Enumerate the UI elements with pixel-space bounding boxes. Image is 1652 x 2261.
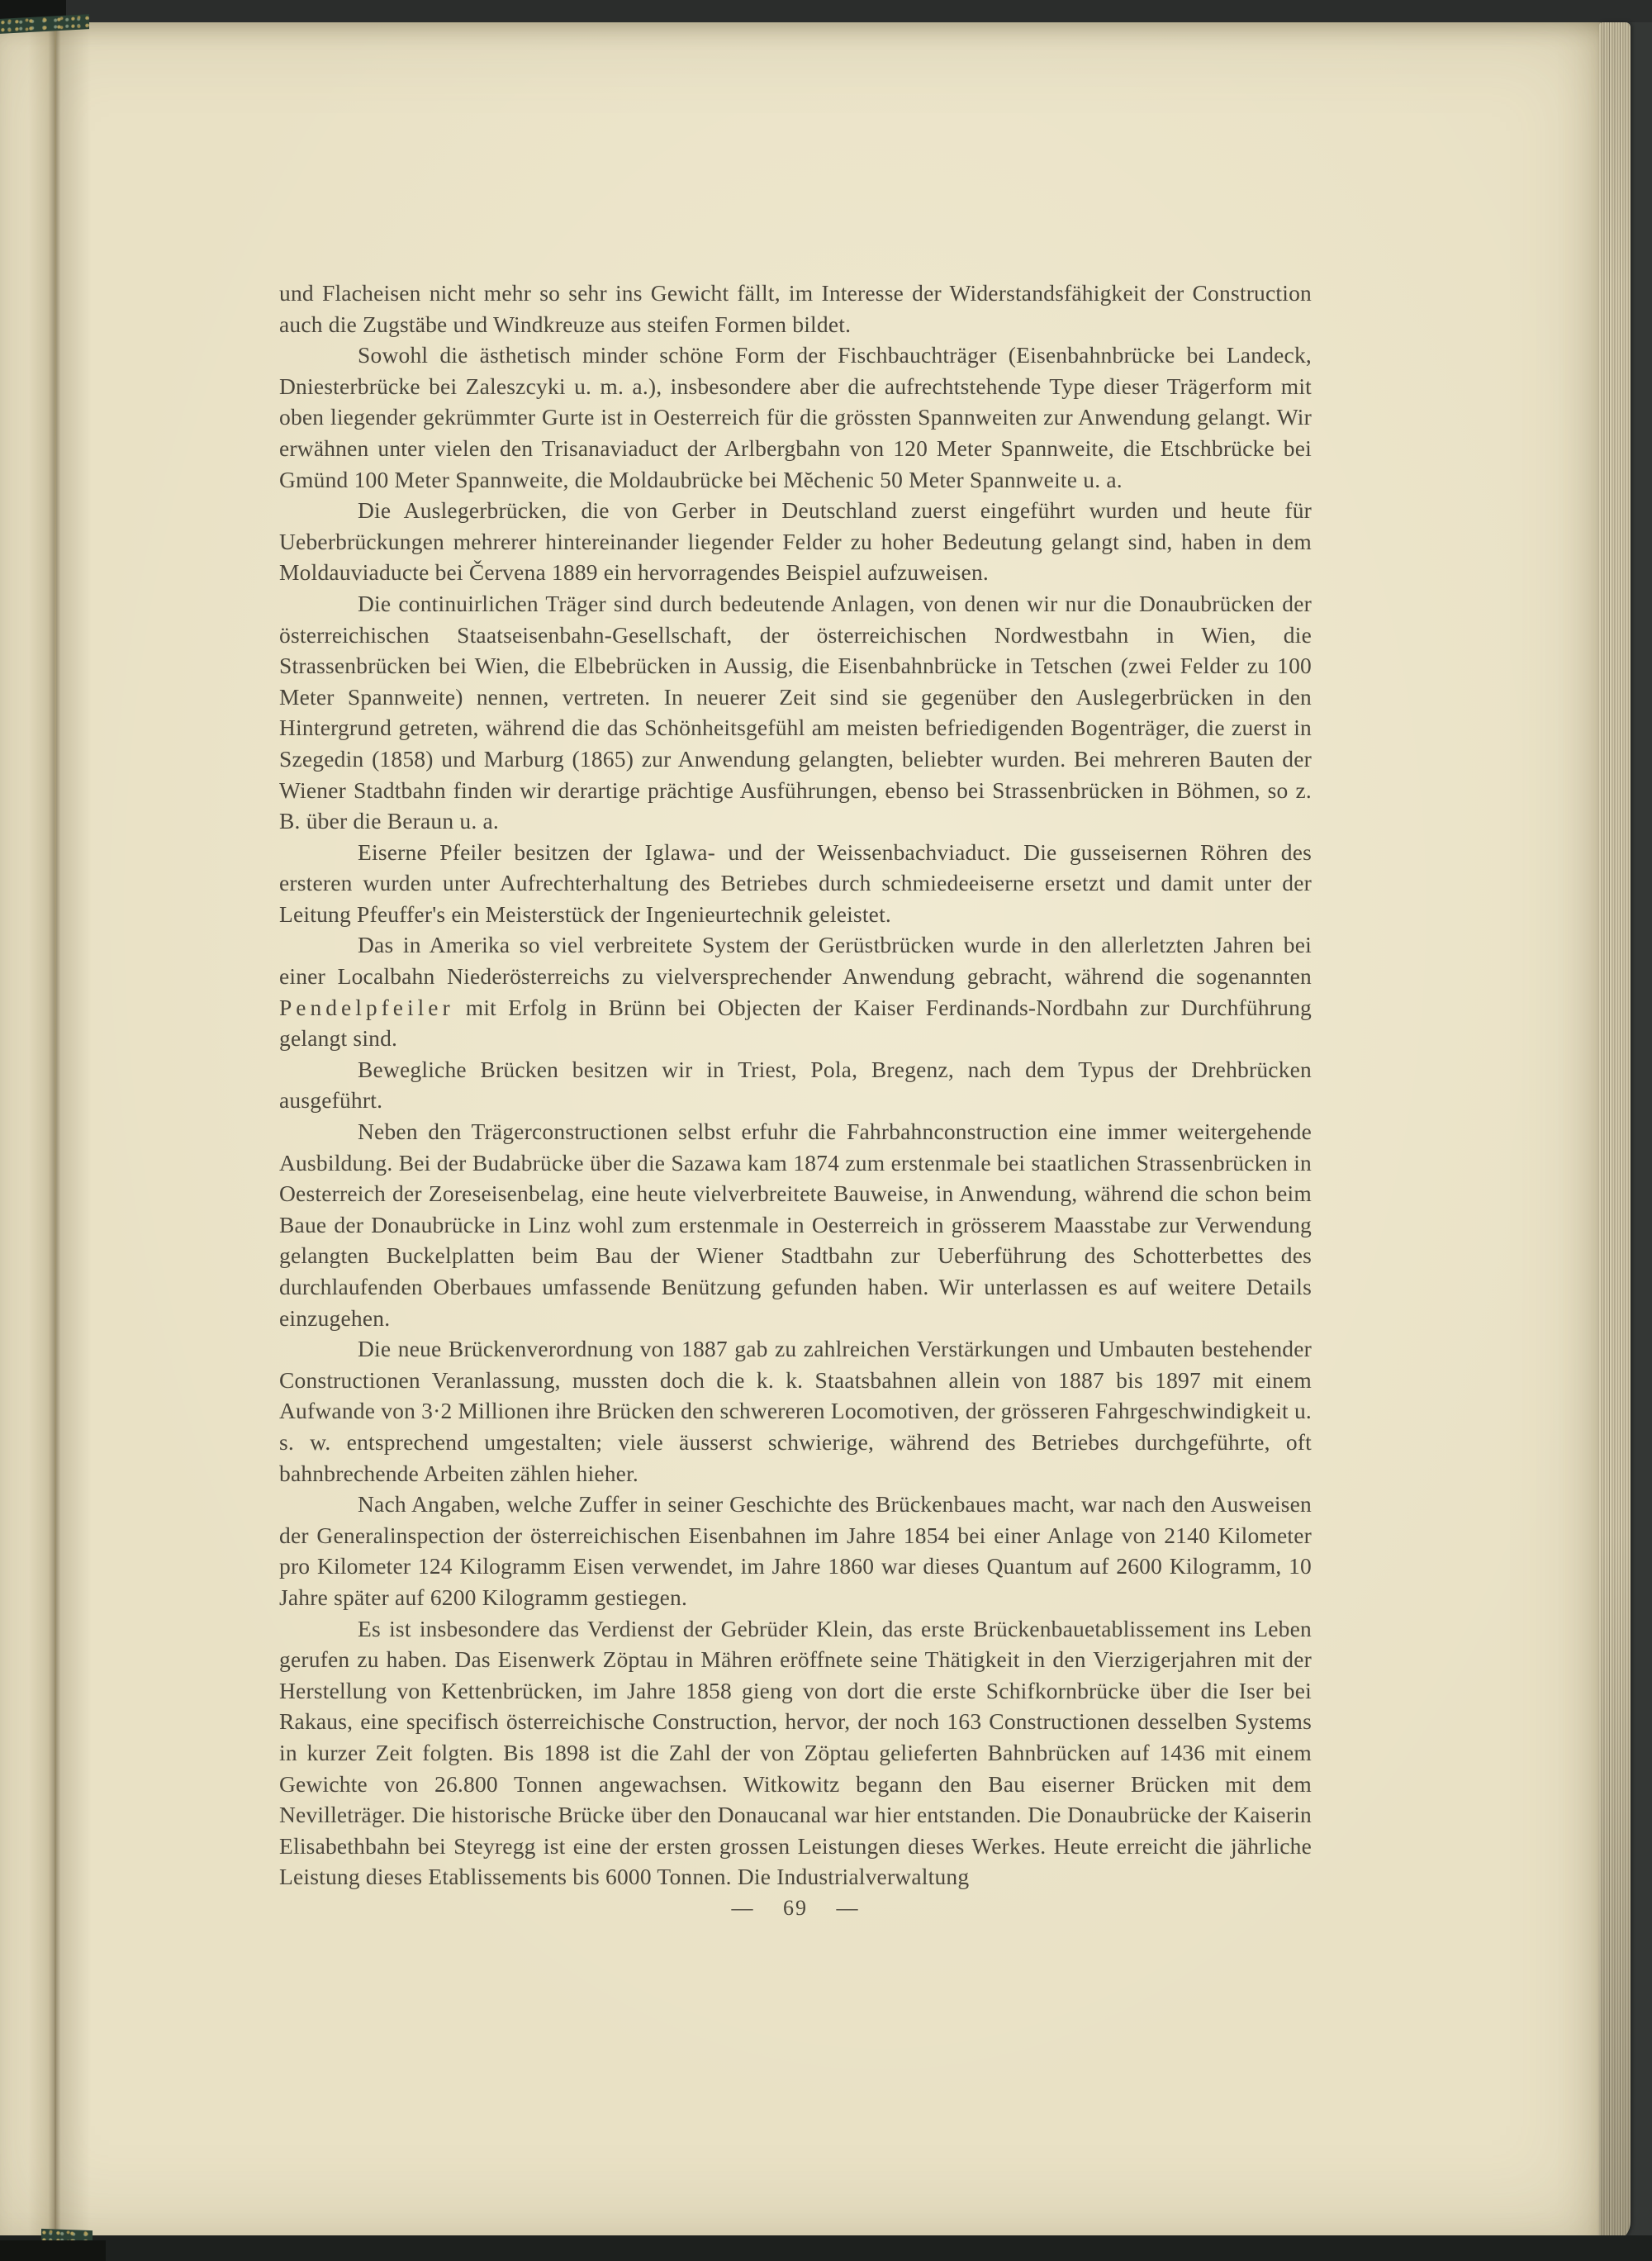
page-gutter-fold: [55, 22, 56, 2235]
paragraph-text: mit Erfolg in Brünn bei Objecten der Kaiser Ferdinands-Nordbahn zur Durchführung gelangt sind.: [279, 994, 1312, 1052]
paragraph-text: Neben den Trägerconstructionen selbst erfuhr die Fahrbahnconstruction eine immer weitergehende Ausbildung. Bei der Budabrücke über die Sazawa kam 1874 zum erstenmale bei staatlichen Strassenbrücken in Oesterreich der Zoreseisenbelag, eine heute vielverbreitete Bauweise, in Anwendung, während die schon beim Baue der Donaubrücke in Linz wohl zum erstenmale in Oesterreich in grösserem Maasstabe zur Verwendung gelangten Buckelplatten beim Bau der Wiener Stadtbahn zur Ueberführung des Schotterbettes des durchlaufenden Oberbaues umfassende Benützung gefunden haben. Wir unterlassen es auf weitere Details einzugehen.: [279, 1119, 1312, 1331]
book-cover-corner-bottom: [0, 2240, 106, 2261]
page-gutter-shadow: [28, 22, 91, 2235]
desk-background-top: [0, 0, 1652, 22]
paragraph-text: und Flacheisen nicht mehr so sehr ins Gewicht fällt, im Interesse der Widerstandsfähigkeit der Construction auch die Zugstäbe und Windkreuze aus steifen Formen bildet.: [279, 280, 1312, 337]
paragraph-text: Das in Amerika so viel verbreitete System der Gerüstbrücken wurde in den allerletzten Jahren bei einer Localbahn Niederösterreichs zu vielversprechender Anwendung gebracht, während die sogenannten: [279, 932, 1312, 990]
page-number: — 69 —: [731, 1895, 860, 1920]
letterspaced-term: Pendelpfeiler: [279, 994, 454, 1020]
paragraph: [279, 340, 1312, 495]
paragraph: [279, 1613, 1312, 1893]
paragraph: [279, 588, 1312, 837]
paragraph-text: Bewegliche Brücken besitzen wir in Triest, Pola, Bregenz, nach dem Typus der Drehbrücken ausgeführt.: [279, 1056, 1312, 1114]
desk-background-bottom: [0, 2235, 1652, 2261]
paragraph-text: Eiserne Pfeiler besitzen der Iglawa- und der Weissenbachviaduct. Die gusseisernen Röhren des ersteren wurden unter Aufrechterhaltung des Betriebes durch schmiedeeiserne ersetzt und damit unter der Leitung Pfeuffer's ein Meisterstück der Ingenieurtechnik geleistet.: [279, 838, 1312, 927]
paragraph-text: Die continuirlichen Träger sind durch bedeutende Anlagen, von denen wir nur die Donaubrücken der österreichischen Staatseisenbahn-Gesellschaft, der österreichischen Nordwestbahn in Wien, die Strassenbrücken bei Wien, die Elbebrücken in Aussig, die Eisenbahnbrücke in Tetschen (zwei Felder zu 100 Meter Spannweite) nennen, vertreten. In neuerer Zeit sind sie gegenüber den Auslegerbrücken in den Hintergrund getreten, während die das Schönheitsgefühl am meisten befriedigenden Bogenträger, die zuerst in Szegedin (1858) und Marburg (1865) zur Anwendung gelangten, beliebter wurden. Bei mehreren Bauten der Wiener Stadtbahn finden wir derartige prächtige Ausführungen, ebenso bei Strassenbrücken in Böhmen, so z. B. über die Beraun u. a.: [279, 590, 1312, 834]
paragraph-text: Sowohl die ästhetisch minder schöne Form der Fischbauchträger (Eisenbahnbrücke bei Landeck, Dniesterbrücke bei Zaleszcyki u. m. a.), insbesondere aber die aufrechtstehende Type dieser Trägerform mit oben liegender gekrümmter Gurte ist in Oesterreich für die grössten Spannweiten zur Anwendung gelangt. Wir erwähnen unter vielen den Trisanaviaduct der Arlbergbahn von 120 Meter Spannweite, die Etschbrücke bei Gmünd 100 Meter Spannweite, die Moldaubrücke bei Mĕchenic 50 Meter Spannweite u. a.: [279, 342, 1312, 492]
paragraph: [279, 1116, 1312, 1333]
paragraph: [279, 1333, 1312, 1489]
paragraph: [279, 495, 1312, 588]
paragraph: [279, 1054, 1312, 1116]
paragraph: [279, 929, 1312, 1053]
fore-edge-page-stack: [1599, 22, 1631, 2240]
paragraph-text: Die Auslegerbrücken, die von Gerber in Deutschland zuerst eingeführt wurden und heute für Ueberbrückungen mehrerer hintereinander liegender Felder zu hoher Bedeutung gelangt sind, haben in dem Moldauviaducte bei Červena 1889 ein hervorragendes Beispiel aufzuweisen.: [279, 497, 1312, 586]
paragraph-text: Die neue Brückenverordnung von 1887 gab zu zahlreichen Verstärkungen und Umbauten bestehender Constructionen Veranlassung, mussten doch die k. k. Staatsbahnen allein von 1887 bis 1897 mit einem Aufwande von 3·2 Millionen ihre Brücken den schwereren Locomotiven, der grösseren Fahrgeschwindigkeit u. s. w. entsprechend umgestalten; viele äusserst schwierige, während des Betriebes durchgeführte, oft bahnbrechende Arbeiten zählen hieher.: [279, 1336, 1312, 1486]
paragraph: [279, 1489, 1312, 1613]
paragraph: [279, 278, 1312, 340]
text-block: [279, 278, 1312, 1923]
paragraph-text: Nach Angaben, welche Zuffer in seiner Geschichte des Brückenbaues macht, war nach den Ausweisen der Generalinspection der österreichischen Eisenbahnen im Jahre 1854 bei einer Anlage von 2140 Kilometer pro Kilometer 124 Kilogramm Eisen verwendet, im Jahre 1860 war dieses Quantum auf 2600 Kilogramm, 10 Jahre später auf 6200 Kilogramm gestiegen.: [279, 1491, 1312, 1610]
paragraph-text: Es ist insbesondere das Verdienst der Gebrüder Klein, das erste Brückenbauetablissement ins Leben gerufen zu haben. Das Eisenwerk Zöptau in Mähren eröffnete seine Thätigkeit in den Vierzigerjahren mit der Herstellung von Kettenbrücken, im Jahre 1858 gieng von dort die erste Schifkornbrücke über die Iser bei Rakaus, eine specifisch österreichische Construction, hervor, der noch 163 Constructionen desselben Systems in kurzer Zeit folgten. Bis 1898 ist die Zahl der von Zöptau gelieferten Bahnbrücken auf 1436 mit einem Gewichte von 26.800 Tonnen angewachsen. Witkowitz begann den Bau eiserner Brücken mit dem Nevilleträger. Die historische Brücke über den Donaucanal war hier entstanden. Die Donaubrücke der Kaiserin Elisabethbahn bei Steyregg ist eine der ersten grossen Leistungen dieses Werkes. Heute erreicht die jährliche Leistung dieses Etablissements bis 6000 Tonnen. Die Industrialverwaltung: [279, 1615, 1312, 1890]
paragraph: [279, 837, 1312, 930]
